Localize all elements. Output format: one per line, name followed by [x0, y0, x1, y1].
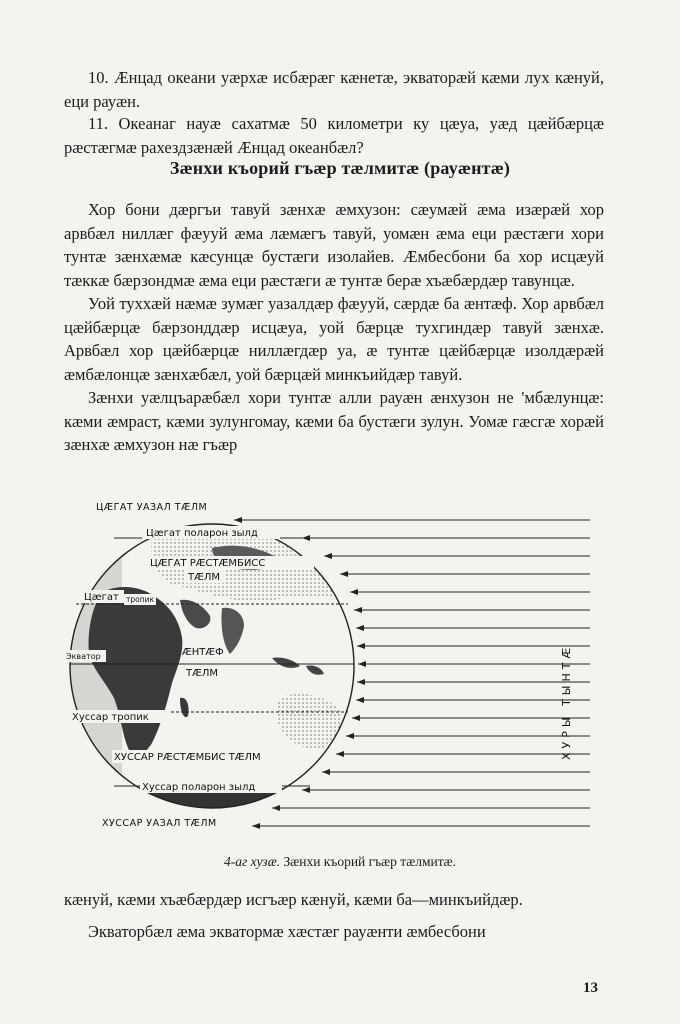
north-cold-zone-label: ЦӔГАТ УАЗАЛ ТӔЛМ — [96, 502, 208, 513]
equator-label: Экватор — [66, 652, 101, 661]
figure-caption-text: Зæнхи къорий гъæр тæлмитæ. — [280, 854, 456, 869]
page-number: 13 — [583, 980, 598, 996]
north-tropic-label: Цæгат — [84, 592, 119, 603]
figure-caption — [0, 854, 680, 870]
paragraph: Зæнхи уæлцъарæбæл хори тунтæ алли рауæн æнхузон не 'мбæлунцæ: кæми æмраст, кæми зулунгомау, кæми ба бустæги зулун. Уомæ гæсгæ хорæй зæнхæ æмхузон нæ гъæр — [64, 388, 604, 454]
body-text — [64, 198, 604, 457]
north-temperate-zone-label-2: ТӔЛМ — [188, 572, 220, 583]
south-polar-circle-label: Хуссар поларон зылд — [142, 782, 256, 793]
paragraph: Уой туххæй нæмæ зумæг уазалдæр фæууй, сæрдæ ба æнтæф. Хор арвбæл цæйбæрцæ бæрзонддæр исцæуа, уой бæрцæ тухгиндæр тавуй зæнхæ. Арвбæл хор цæйбæрцæ ниллæгдæр уа, æ тунтæ цæйбæрцæ изолдæрæй æмбæлонцæ зæнхæбæл, уой бæрцæй минкъийдæр тавуй. — [64, 294, 604, 384]
south-cold-zone-label: ХУССАР УАЗАЛ ТӔЛМ — [102, 818, 217, 829]
north-polar-circle-label: Цæгат поларон зылд — [146, 528, 258, 539]
north-temperate-zone-label: ЦӔГАТ РӔСТӔМБИСС — [150, 558, 266, 569]
paragraph: Хор бони дæргъи тавуй зæнхæ æмхузон: сæумæй æма изæрæй хор арвбæл ниллæг фæууй æма лæмæгъ тавуй, уомæн æма еци рæстæги хори тунтæ зæнхæмæ кæсунцæ бустæги изолайев. Ӕмбесбони ба хор исцæуй тæккæ бæрзондмæ æма еци рæстæги æ тунтæ берæ хъæбæрдæр тавунцæ. — [64, 200, 604, 290]
globe-diagram — [62, 498, 622, 838]
figure-number: 4-аг хузæ. — [223, 854, 281, 869]
sun-rays-label: ХУРЫ ТЫНТӔ — [560, 643, 573, 760]
section-heading: Зæнхи къорий гъæр тæлмитæ (рауæнтæ) — [169, 158, 511, 178]
hot-zone-label-2: ТӔЛМ — [186, 668, 218, 679]
hot-zone-label: ӔНТӔФ — [182, 647, 224, 658]
north-tropic-label-small: тропик — [126, 595, 155, 604]
question-10: 10. Ӕнцад океани уæрхæ исбæрæг кæнетæ, экваторæй кæми лух кæнуй, еци рауæн. — [64, 68, 604, 111]
climate-zones-figure — [62, 498, 622, 838]
south-tropic-label: Хуссар тропик — [72, 712, 149, 723]
south-temperate-zone-label: ХУССАР РӔСТӔМБИС ТӔЛМ — [114, 752, 261, 763]
paragraph: Экваторбæл æма экватормæ хæстæг рауæнти æмбесбони — [88, 921, 486, 941]
continuation-text — [64, 888, 604, 943]
paragraph: кæнуй, кæми хъæбæрдæр исгъæр кæнуй, кæми ба—минкъийдæр. — [64, 890, 523, 909]
question-11: 11. Океанаг науæ сахатмæ 50 километри ку цæуа, уæд цæйбæрцæ рæстæгмæ рахездзæнæй Ӕнцад океанбæл? — [64, 114, 604, 157]
